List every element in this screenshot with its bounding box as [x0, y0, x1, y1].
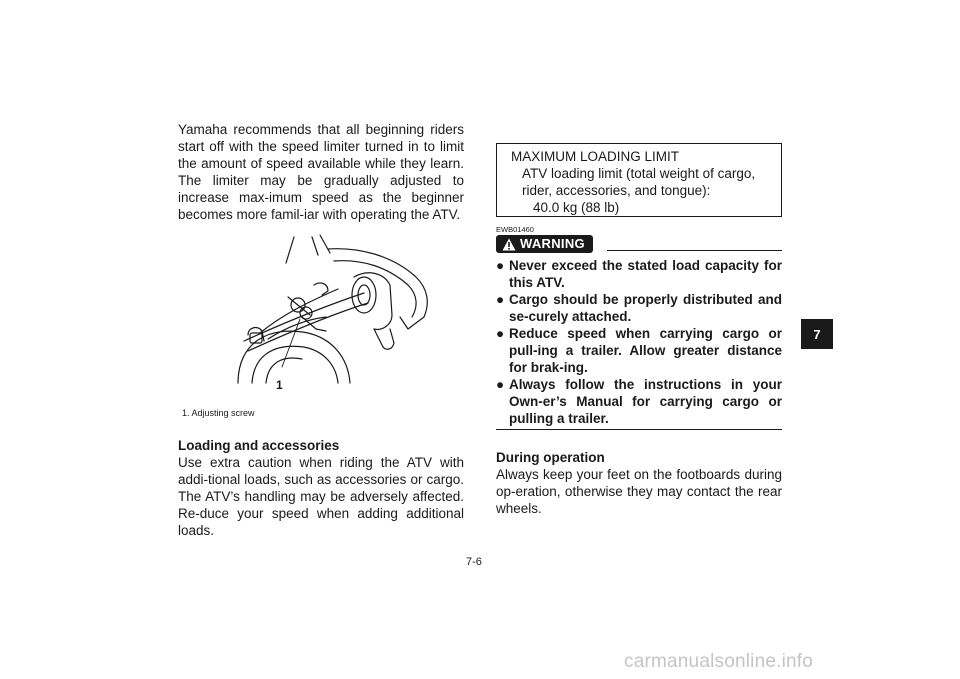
operation-paragraph: Always keep your feet on the footboards during op-eration, otherwise they may contact the rear wheels. — [496, 467, 782, 516]
loading-limit-value: 40.0 kg (88 lb) — [533, 200, 620, 215]
bullet-icon: ● — [496, 326, 505, 341]
warning-item: ● Cargo should be properly distributed and se-curely attached. — [496, 292, 782, 324]
warning-bottom-rule — [496, 429, 782, 430]
warning-item: ● Reduce speed when carrying cargo or pull-ing a trailer. Allow greater distance for brak-ing. — [496, 326, 782, 375]
chapter-tab: 7 — [801, 319, 833, 349]
loading-limit-description: ATV loading limit (total weight of cargo, rider, accessories, and tongue): — [522, 166, 756, 198]
maximum-loading-limit-box — [496, 143, 782, 217]
watermark: carmanualsonline.info — [624, 651, 814, 672]
loading-limit-title: MAXIMUM LOADING LIMIT — [511, 149, 680, 164]
figure-caption: 1. Adjusting screw — [182, 408, 255, 418]
loading-heading: Loading and accessories — [178, 438, 340, 453]
figure-callout-number: 1 — [276, 378, 283, 392]
warning-top-rule — [607, 250, 782, 251]
warning-item: ● Always follow the instructions in your Own-er’s Manual for carrying cargo or pulling a trailer. — [496, 377, 782, 426]
warning-list — [496, 257, 782, 427]
warning-triangle-icon — [502, 238, 516, 251]
page-number: 7-6 — [466, 556, 482, 568]
operation-heading: During operation — [496, 450, 605, 465]
warning-label: WARNING — [520, 236, 585, 251]
speed-limiter-illustration — [178, 233, 464, 401]
warning-badge — [496, 235, 593, 253]
handlebar-drawing — [178, 233, 464, 401]
left-column — [178, 121, 464, 539]
right-column — [496, 143, 782, 517]
intro-paragraph: Yamaha recommends that all beginning riders start off with the speed limiter turned in to limit the amount of speed available while they learn. The limiter may be gradually adjusted to increase max-imum speed as the beginner becomes more famil-iar with operating the ATV. — [178, 122, 464, 222]
warning-item: ● Never exceed the stated load capacity for this ATV. — [496, 258, 782, 290]
bullet-icon: ● — [496, 292, 505, 307]
loading-paragraph: Use extra caution when riding the ATV with addi-tional loads, such as accessories or cargo. The ATV’s handling may be adversely affected. Re-duce your speed when adding additional loads. — [178, 455, 464, 538]
warning-code: EWB01460 — [496, 225, 534, 234]
warning-header — [496, 235, 782, 253]
bullet-icon: ● — [496, 258, 505, 273]
bullet-icon: ● — [496, 377, 505, 392]
